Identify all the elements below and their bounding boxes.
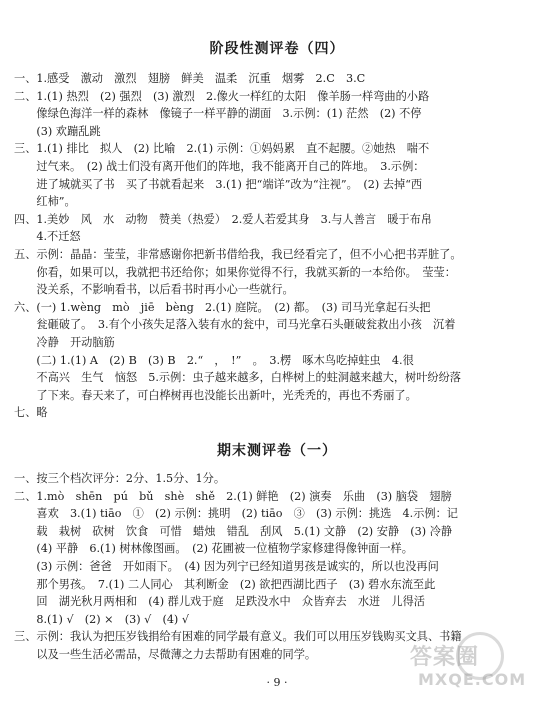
answer-line: 二、1.mò shēn pú bǔ shè shě 2.(1) 鲜艳 (2) 演奏 乐曲 (3) 脑袋 翅膀: [14, 489, 452, 503]
section-title-final-test-1: 期末测评卷（一）: [217, 443, 337, 459]
answer-line: 那个男孩。 7.(1) 二人同心 其利断金 (2) 欲把西湖比西子 (3) 碧水东流至此: [14, 577, 436, 591]
answer-line: 四、1.美妙 风 水 动物 赞美（热爱） 2.爱人若爱其身 3.与人善言 暖于布帛: [14, 212, 432, 226]
answer-line: 三、1.(1) 排比 拟人 (2) 比喻 2.(1) 示例：①妈妈累 直不起腰。②她热 喘不: [14, 142, 430, 156]
answer-line: 8.(1) √ (2) × (3) √ (4) √: [14, 612, 189, 626]
answer-line: (3) 欢蹦乱跳: [14, 124, 101, 138]
answer-line: (二) 1.(1) A (2) B (3) B 2.“ ， !” 。 3.楞 啄木鸟吃掉蛀虫 4.很: [14, 353, 414, 367]
section-title-stage-test-4: 阶段性测评卷（四）: [209, 41, 345, 57]
answer-line: (4) 平静 6.(1) 树林像图画。 (2) 花圃被一位植物学家修建得像钟面一样。: [14, 542, 413, 556]
answer-line: 不高兴 生气 恼怒 5.示例：虫子越来越多，白桦树上的蛀洞越来越大，树叶纷纷落: [14, 371, 461, 385]
answer-line: 4.不迁怒: [14, 230, 81, 244]
answer-line: 一、1.感受 激动 激烈 翅膀 鲜美 温柔 沉重 烟雾 2.C 3.C: [14, 72, 366, 85]
answer-line: 回 湖光秋月两相和 (4) 群儿戏于庭 足跌没水中 众皆弃去 水迸 儿得活: [14, 595, 425, 609]
answer-line: 过气来。 (2) 战士们没有离开他们的阵地，我不能离开自己的阵地。 3.示例：: [14, 159, 425, 173]
answer-line: 七、略: [14, 406, 48, 420]
answer-line: 喜欢 3.(1) tiāo ① (2) 示例：挑明 (2) tiāo ③ (3) 示例：挑选 4.示例：记: [14, 507, 458, 521]
answer-line: 没关系，不影响看书，以后看书时再小心一些就行。: [14, 283, 294, 297]
answer-line: 五、示例：晶晶：莹莹，非常感谢你把新书借给我，我已经看完了，但不小心把书弄脏了。: [14, 247, 462, 261]
section-stage-test-4-answers: [14, 70, 544, 422]
answer-line: 了下来。春天来了，可白桦树再也没能长出新叶，光秃秃的，再也不秀丽了。: [14, 388, 417, 402]
answer-line: (3) 示例：爸爸 开如雨下。 (4) 因为列宁已经知道男孩是诚实的，所以也没再问: [14, 559, 439, 573]
watermark-subtitle: MXQE.COM: [418, 670, 527, 689]
section-final-test-1-answers: [14, 470, 544, 664]
answer-line: 瓮砸破了。 3.有个小孩失足落入装有水的瓮中，司马光拿石头砸破瓮救出小孩 沉着: [14, 318, 456, 332]
answer-line: 以及一些生活必需品，尽微薄之力去帮助有困难的同学。: [14, 647, 317, 661]
answer-line: 载 栽树 砍树 饮食 可惜 蜡烛 错乱 刮风 5.(1) 文静 (2) 安静 (3) 冷静: [14, 524, 453, 538]
answer-line: 进了城就买了书 买了书就看起来 3.(1) 把“端详”改为“注视”。 (2) 去掉“西: [14, 177, 423, 191]
answer-line: 你看，如果可以，我就把书还给你；如果你觉得不行，我就买新的一本给你。 莹莹：: [14, 265, 456, 279]
answer-line: 像绿色海洋一样的森林 像镜子一样平静的湖面 3.示例：(1) 茫然 (2) 不停: [14, 107, 422, 121]
answer-line: 二、1.(1) 热烈 (2) 强烈 (3) 激烈 2.像火一样红的太阳 像羊肠一样弯曲的小路: [14, 89, 430, 103]
answer-line: 三、示例：我认为把压岁钱捐给有困难的同学最有意义。我们可以用压岁钱购买文具、书籍: [14, 630, 462, 644]
page-number: · 9 ·: [266, 676, 288, 689]
watermark-title: 答案圈: [410, 645, 480, 670]
answer-line: 六、(一) 1.wèng mò jiē bèng 2.(1) 庭院。 (2) 都。 (3) 司马光拿起石头把: [14, 300, 431, 314]
answer-line: 冷静 开动脑筋: [14, 335, 115, 349]
answer-line: 一、按三个档次评分：2分、1.5分、1分。: [14, 472, 226, 485]
answer-line: 红柿”。: [14, 195, 76, 209]
